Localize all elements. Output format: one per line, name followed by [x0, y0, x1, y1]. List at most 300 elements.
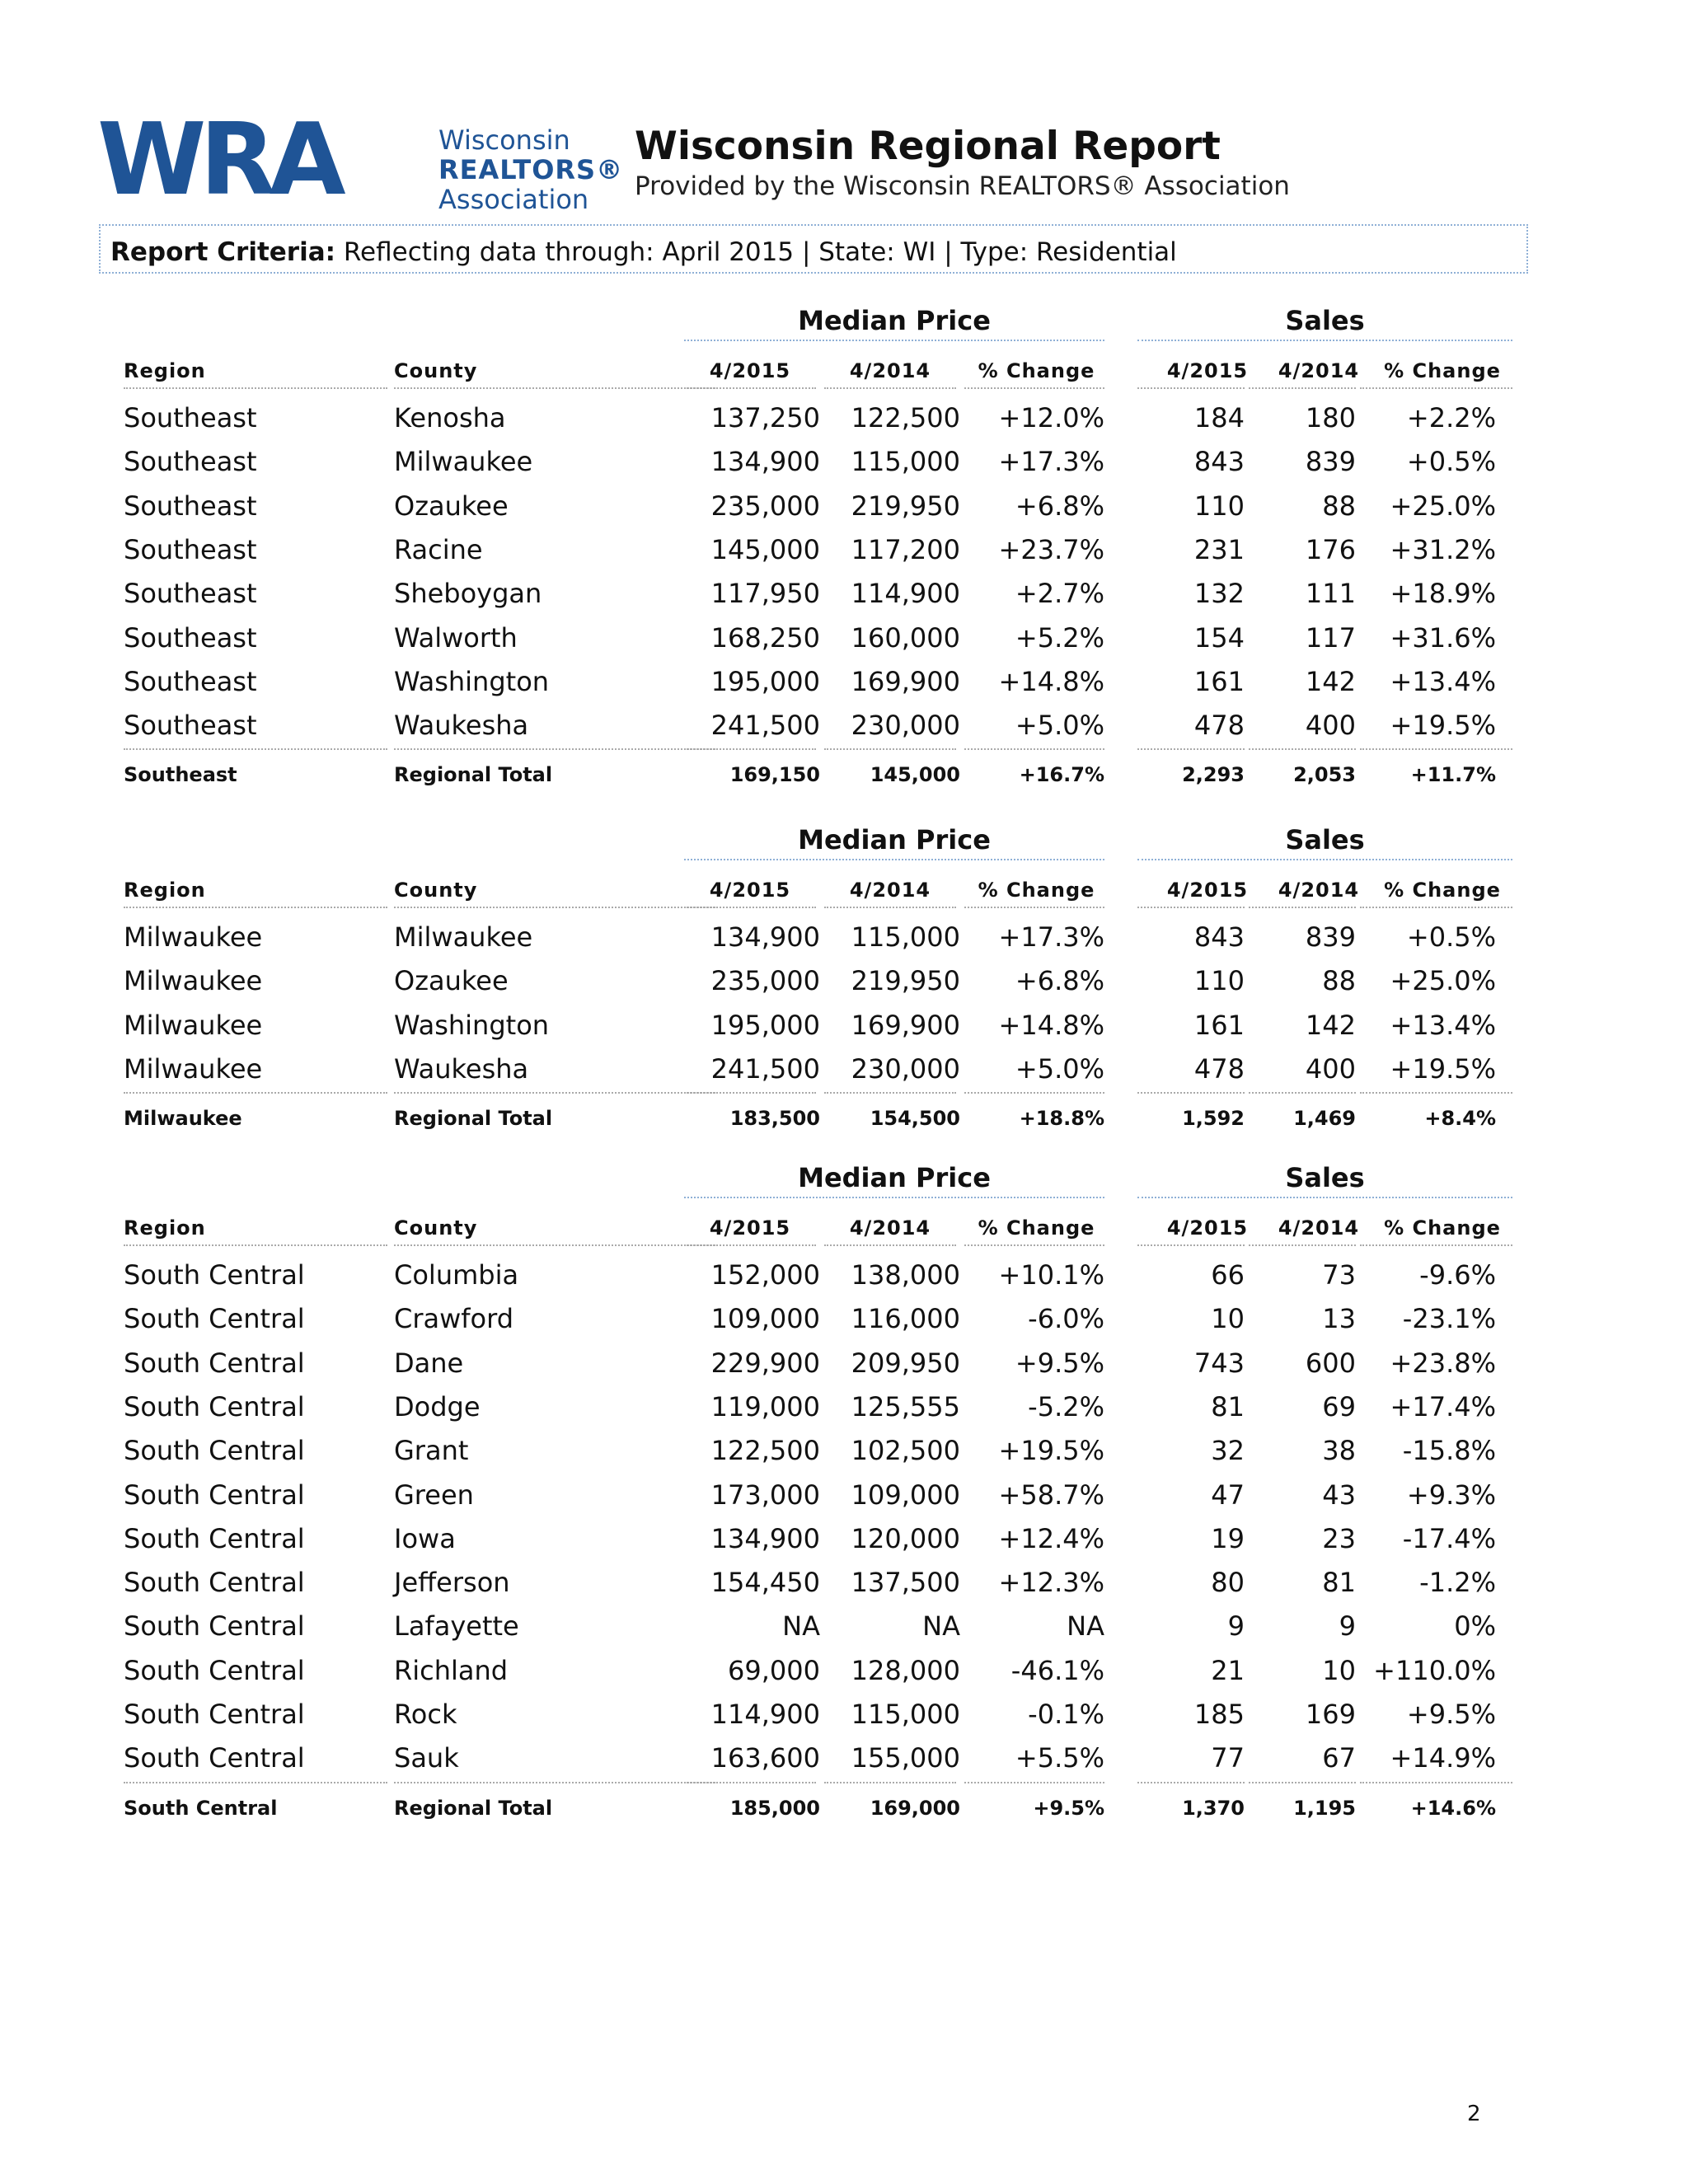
total-divider: [684, 1782, 816, 1783]
cell-p2014: 138,000: [851, 1259, 960, 1291]
total-divider: [1137, 1092, 1245, 1094]
cell-schg: +17.4%: [1390, 1390, 1496, 1422]
cell-s2015: 77: [1211, 1742, 1245, 1774]
cell-p2015: 168,250: [710, 621, 820, 654]
table-row: [124, 1692, 1525, 1736]
cell-pchg: +6.8%: [1015, 965, 1104, 997]
table-row: [124, 1385, 1525, 1429]
cell-p2014: 125,555: [851, 1390, 960, 1422]
cell-schg: +14.9%: [1390, 1742, 1496, 1774]
cell-pchg: +58.7%: [998, 1479, 1104, 1511]
cell-pchg: +17.3%: [998, 921, 1104, 953]
cell-region: Southeast: [124, 710, 257, 742]
cell-s2015: 743: [1193, 1347, 1245, 1379]
header-underline: [394, 387, 715, 389]
group-header-sales: Sales: [1285, 305, 1365, 336]
total-cell-pchg: +18.8%: [1019, 1107, 1104, 1131]
cell-schg: -9.6%: [1419, 1259, 1496, 1291]
cell-s2014: 111: [1305, 578, 1356, 610]
table-row: [124, 1253, 1525, 1297]
cell-schg: -15.8%: [1402, 1435, 1496, 1467]
total-divider: [1137, 748, 1245, 750]
cell-county: Dodge: [394, 1390, 481, 1422]
cell-p2015: 241,500: [710, 1052, 820, 1085]
criteria-label: Report Criteria:: [110, 237, 336, 267]
table-row: [124, 1560, 1525, 1605]
cell-s2015: 843: [1193, 921, 1245, 953]
cell-s2014: 839: [1305, 446, 1356, 478]
cell-pchg: +12.4%: [998, 1522, 1104, 1554]
total-divider: [1137, 1782, 1245, 1783]
cell-county: Columbia: [394, 1259, 519, 1291]
cell-county: Walworth: [394, 621, 518, 654]
cell-region: Milwaukee: [124, 921, 263, 953]
column-header-county: County: [394, 879, 478, 902]
column-header-s2014: 4/2014: [1278, 879, 1360, 902]
total-cell-p2014: 154,500: [870, 1107, 960, 1131]
total-divider: [1249, 1782, 1356, 1783]
cell-p2015: 235,000: [710, 965, 820, 997]
cell-schg: -1.2%: [1419, 1567, 1496, 1599]
cell-pchg: +17.3%: [998, 446, 1104, 478]
cell-s2014: 400: [1305, 710, 1356, 742]
cell-county: Crawford: [394, 1303, 514, 1335]
table-row: [124, 915, 1525, 959]
total-divider: [824, 1782, 956, 1783]
cell-county: Richland: [394, 1654, 509, 1686]
logo-line-wisconsin: Wisconsin: [438, 124, 570, 156]
cell-pchg: +5.0%: [1015, 710, 1104, 742]
cell-p2014: 169,900: [851, 665, 960, 697]
header-underline: [394, 1244, 715, 1246]
cell-s2015: 10: [1211, 1303, 1245, 1335]
table-row: [124, 439, 1525, 484]
header-underline: [1360, 907, 1512, 908]
cell-pchg: NA: [1067, 1610, 1104, 1643]
cell-s2014: 180: [1305, 402, 1356, 434]
column-header-s2015: 4/2015: [1166, 1216, 1249, 1240]
cell-p2015: 134,900: [710, 1522, 820, 1554]
cell-county: Ozaukee: [394, 490, 509, 522]
total-cell-county: Regional Total: [394, 1796, 553, 1820]
column-header-p2014: 4/2014: [849, 1216, 931, 1240]
total-divider: [824, 1092, 956, 1094]
cell-region: Southeast: [124, 665, 257, 697]
cell-region: Milwaukee: [124, 1009, 263, 1041]
column-header-pchg: % Change: [978, 1216, 1095, 1240]
cell-p2015: 119,000: [710, 1390, 820, 1422]
cell-s2015: 185: [1193, 1699, 1245, 1730]
cell-s2015: 110: [1193, 490, 1245, 522]
cell-schg: +13.4%: [1390, 665, 1496, 697]
cell-p2015: 117,950: [710, 578, 820, 610]
total-cell-county: Regional Total: [394, 763, 553, 787]
cell-s2014: 117: [1305, 621, 1356, 654]
total-divider: [1360, 1782, 1512, 1783]
column-header-p2015: 4/2015: [709, 359, 791, 382]
group-underline: [684, 340, 1104, 341]
table-row: [124, 484, 1525, 528]
cell-p2015: 163,600: [710, 1742, 820, 1774]
total-cell-s2014: 1,469: [1293, 1107, 1356, 1131]
regional-total-row: [124, 757, 1525, 801]
cell-s2015: 184: [1193, 402, 1245, 434]
cell-region: South Central: [124, 1742, 305, 1774]
column-header-s2015: 4/2015: [1166, 359, 1249, 382]
table-row: [124, 527, 1525, 572]
column-header-s2014: 4/2014: [1278, 1216, 1360, 1240]
total-divider: [1360, 748, 1512, 750]
cell-s2015: 9: [1227, 1610, 1245, 1643]
header-underline: [124, 907, 387, 908]
group-header-median-price: Median Price: [798, 305, 991, 336]
cell-p2014: 128,000: [851, 1654, 960, 1686]
total-divider: [684, 1092, 816, 1094]
cell-region: Milwaukee: [124, 965, 263, 997]
cell-p2015: 134,900: [710, 921, 820, 953]
cell-county: Ozaukee: [394, 965, 509, 997]
cell-county: Lafayette: [394, 1610, 519, 1643]
cell-schg: +31.2%: [1390, 533, 1496, 565]
table-row: [124, 659, 1525, 704]
cell-s2015: 19: [1211, 1522, 1245, 1554]
total-cell-region: Southeast: [124, 763, 237, 787]
total-cell-schg: +11.7%: [1410, 763, 1496, 787]
column-header-pchg: % Change: [978, 879, 1095, 902]
total-cell-s2015: 2,293: [1182, 763, 1245, 787]
total-divider: [394, 1092, 715, 1094]
cell-pchg: -5.2%: [1028, 1390, 1104, 1422]
cell-s2015: 161: [1193, 665, 1245, 697]
cell-region: South Central: [124, 1390, 305, 1422]
table-row: [124, 1428, 1525, 1473]
cell-p2014: 109,000: [851, 1479, 960, 1511]
table-row: [124, 1604, 1525, 1648]
total-cell-p2014: 145,000: [870, 763, 960, 787]
cell-s2014: 38: [1322, 1435, 1356, 1467]
cell-schg: +31.6%: [1390, 621, 1496, 654]
cell-s2014: 13: [1322, 1303, 1356, 1335]
total-cell-schg: +8.4%: [1424, 1107, 1496, 1131]
cell-p2014: NA: [922, 1610, 960, 1643]
cell-region: Southeast: [124, 621, 257, 654]
cell-schg: +23.8%: [1390, 1347, 1496, 1379]
group-underline: [1137, 859, 1512, 860]
total-cell-pchg: +16.7%: [1019, 763, 1104, 787]
cell-pchg: +12.0%: [998, 402, 1104, 434]
cell-pchg: +5.5%: [1015, 1742, 1104, 1774]
cell-region: South Central: [124, 1479, 305, 1511]
cell-p2015: 195,000: [710, 1009, 820, 1041]
cell-schg: -23.1%: [1402, 1303, 1496, 1335]
cell-s2014: 10: [1322, 1654, 1356, 1686]
cell-pchg: -6.0%: [1028, 1303, 1104, 1335]
cell-schg: +0.5%: [1406, 446, 1496, 478]
cell-schg: +9.5%: [1406, 1699, 1496, 1730]
cell-schg: +19.5%: [1390, 1052, 1496, 1085]
cell-p2015: 235,000: [710, 490, 820, 522]
cell-schg: 0%: [1454, 1610, 1496, 1643]
cell-p2014: 230,000: [851, 1052, 960, 1085]
cell-schg: -17.4%: [1402, 1522, 1496, 1554]
cell-county: Milwaukee: [394, 921, 533, 953]
column-header-county: County: [394, 359, 478, 382]
cell-schg: +0.5%: [1406, 921, 1496, 953]
cell-region: Southeast: [124, 402, 257, 434]
cell-region: South Central: [124, 1347, 305, 1379]
cell-region: South Central: [124, 1522, 305, 1554]
cell-schg: +13.4%: [1390, 1009, 1496, 1041]
header-underline: [824, 907, 956, 908]
cell-p2014: 102,500: [851, 1435, 960, 1467]
cell-p2015: 195,000: [710, 665, 820, 697]
cell-s2014: 88: [1322, 965, 1356, 997]
logo-text: [438, 125, 623, 214]
cell-region: South Central: [124, 1567, 305, 1599]
cell-p2015: 145,000: [710, 533, 820, 565]
cell-s2014: 73: [1322, 1259, 1356, 1291]
total-divider: [964, 748, 1104, 750]
cell-pchg: +14.8%: [998, 665, 1104, 697]
cell-p2015: 154,450: [710, 1567, 820, 1599]
cell-s2015: 66: [1211, 1259, 1245, 1291]
cell-region: South Central: [124, 1699, 305, 1730]
header-underline: [824, 387, 956, 389]
total-divider: [394, 1782, 715, 1783]
total-divider: [824, 748, 956, 750]
cell-p2015: 134,900: [710, 446, 820, 478]
cell-p2014: 120,000: [851, 1522, 960, 1554]
cell-p2014: 122,500: [851, 402, 960, 434]
cell-pchg: +23.7%: [998, 533, 1104, 565]
report-criteria: [99, 224, 1528, 274]
header-underline: [124, 387, 387, 389]
total-cell-s2015: 1,370: [1182, 1796, 1245, 1820]
cell-region: Southeast: [124, 490, 257, 522]
group-underline: [1137, 340, 1512, 341]
cell-p2014: 230,000: [851, 710, 960, 742]
table-row: [124, 616, 1525, 660]
header-underline: [1360, 387, 1512, 389]
header-underline: [824, 1244, 956, 1246]
header-underline: [1249, 1244, 1356, 1246]
cell-schg: +19.5%: [1390, 710, 1496, 742]
cell-county: Dane: [394, 1347, 464, 1379]
total-cell-p2015: 185,000: [729, 1796, 820, 1820]
column-header-schg: % Change: [1384, 1216, 1501, 1240]
cell-region: Southeast: [124, 533, 257, 565]
cell-s2015: 81: [1211, 1390, 1245, 1422]
column-header-region: Region: [124, 359, 206, 382]
header-underline: [1137, 1244, 1245, 1246]
cell-s2015: 161: [1193, 1009, 1245, 1041]
cell-county: Racine: [394, 533, 483, 565]
cell-s2015: 478: [1193, 1052, 1245, 1085]
cell-region: Milwaukee: [124, 1052, 263, 1085]
header-underline: [1249, 907, 1356, 908]
cell-s2014: 23: [1322, 1522, 1356, 1554]
cell-p2014: 115,000: [851, 1699, 960, 1730]
cell-schg: +2.2%: [1406, 402, 1496, 434]
cell-schg: +25.0%: [1390, 965, 1496, 997]
cell-s2014: 88: [1322, 490, 1356, 522]
cell-s2014: 169: [1305, 1699, 1356, 1730]
header-underline: [964, 1244, 1104, 1246]
cell-schg: +25.0%: [1390, 490, 1496, 522]
total-cell-p2014: 169,000: [870, 1796, 960, 1820]
total-cell-region: South Central: [124, 1796, 278, 1820]
total-cell-county: Regional Total: [394, 1107, 553, 1131]
cell-pchg: +2.7%: [1015, 578, 1104, 610]
table-row: [124, 1648, 1525, 1693]
total-divider: [124, 1092, 387, 1094]
total-divider: [1360, 1092, 1512, 1094]
cell-p2014: 115,000: [851, 921, 960, 953]
cell-p2015: 173,000: [710, 1479, 820, 1511]
cell-schg: +9.3%: [1406, 1479, 1496, 1511]
cell-s2015: 32: [1211, 1435, 1245, 1467]
cell-pchg: +9.5%: [1015, 1347, 1104, 1379]
header-underline: [684, 1244, 816, 1246]
cell-s2014: 600: [1305, 1347, 1356, 1379]
cell-county: Waukesha: [394, 1052, 529, 1085]
cell-s2015: 21: [1211, 1654, 1245, 1686]
column-header-schg: % Change: [1384, 359, 1501, 382]
total-divider: [964, 1782, 1104, 1783]
cell-pchg: +19.5%: [998, 1435, 1104, 1467]
column-header-p2015: 4/2015: [709, 879, 791, 902]
total-divider: [394, 748, 715, 750]
header-underline: [964, 387, 1104, 389]
header-underline: [1360, 1244, 1512, 1246]
page-number: 2: [1467, 2102, 1481, 2126]
page-title: Wisconsin Regional Report: [635, 124, 1221, 169]
cell-p2014: 169,900: [851, 1009, 960, 1041]
table-row: [124, 1736, 1525, 1780]
cell-p2015: 69,000: [728, 1654, 820, 1686]
header-underline: [964, 907, 1104, 908]
column-header-p2015: 4/2015: [709, 1216, 791, 1240]
group-header-median-price: Median Price: [798, 824, 991, 855]
cell-p2014: 116,000: [851, 1303, 960, 1335]
cell-s2015: 132: [1193, 578, 1245, 610]
cell-p2014: 155,000: [851, 1742, 960, 1774]
cell-s2014: 67: [1322, 1742, 1356, 1774]
cell-p2014: 115,000: [851, 446, 960, 478]
total-divider: [1249, 748, 1356, 750]
column-header-county: County: [394, 1216, 478, 1240]
column-header-schg: % Change: [1384, 879, 1501, 902]
cell-s2014: 839: [1305, 921, 1356, 953]
logo-line-realtors: REALTORS®: [438, 154, 624, 185]
cell-s2014: 43: [1322, 1479, 1356, 1511]
cell-p2014: 117,200: [851, 533, 960, 565]
column-header-p2014: 4/2014: [849, 359, 931, 382]
total-divider: [124, 1782, 387, 1783]
group-header-sales: Sales: [1285, 824, 1365, 855]
cell-p2015: 137,250: [710, 402, 820, 434]
total-divider: [124, 748, 387, 750]
cell-s2015: 80: [1211, 1567, 1245, 1599]
cell-s2015: 231: [1193, 533, 1245, 565]
cell-p2015: NA: [782, 1610, 820, 1643]
regional-total-row: [124, 1100, 1525, 1145]
cell-p2014: 160,000: [851, 621, 960, 654]
cell-region: Southeast: [124, 578, 257, 610]
cell-p2014: 137,500: [851, 1567, 960, 1599]
group-header-median-price: Median Price: [798, 1162, 991, 1193]
cell-s2015: 154: [1193, 621, 1245, 654]
page-subtitle: Provided by the Wisconsin REALTORS® Association: [635, 171, 1290, 201]
cell-p2014: 209,950: [851, 1347, 960, 1379]
cell-pchg: -46.1%: [1010, 1654, 1104, 1686]
criteria-text: Reflecting data through: April 2015 | State: WI | Type: Residential: [343, 237, 1177, 267]
cell-pchg: +5.2%: [1015, 621, 1104, 654]
total-divider: [1249, 1092, 1356, 1094]
regional-total-row: [124, 1790, 1525, 1835]
cell-county: Iowa: [394, 1522, 456, 1554]
cell-county: Jefferson: [394, 1567, 510, 1599]
column-header-s2014: 4/2014: [1278, 359, 1360, 382]
table-row: [124, 396, 1525, 440]
cell-schg: +110.0%: [1373, 1654, 1496, 1686]
cell-p2015: 122,500: [710, 1435, 820, 1467]
cell-pchg: +5.0%: [1015, 1052, 1104, 1085]
cell-s2014: 69: [1322, 1390, 1356, 1422]
total-divider: [684, 748, 816, 750]
table-row: [124, 703, 1525, 748]
cell-s2015: 47: [1211, 1479, 1245, 1511]
cell-county: Washington: [394, 665, 550, 697]
cell-pchg: +6.8%: [1015, 490, 1104, 522]
total-cell-region: Milwaukee: [124, 1107, 242, 1131]
cell-pchg: +14.8%: [998, 1009, 1104, 1041]
total-cell-p2015: 183,500: [729, 1107, 820, 1131]
cell-county: Sauk: [394, 1742, 459, 1774]
header-underline: [684, 387, 816, 389]
cell-p2014: 219,950: [851, 490, 960, 522]
header-underline: [1249, 387, 1356, 389]
table-row: [124, 1473, 1525, 1517]
cell-county: Grant: [394, 1435, 469, 1467]
cell-pchg: -0.1%: [1028, 1699, 1104, 1730]
column-header-region: Region: [124, 1216, 206, 1240]
cell-county: Rock: [394, 1699, 457, 1730]
cell-s2014: 176: [1305, 533, 1356, 565]
logo-line-association: Association: [438, 184, 589, 215]
cell-region: South Central: [124, 1654, 305, 1686]
header-underline: [1137, 907, 1245, 908]
total-cell-s2014: 1,195: [1293, 1796, 1356, 1820]
cell-county: Sheboygan: [394, 578, 542, 610]
cell-p2014: 114,900: [851, 578, 960, 610]
cell-county: Milwaukee: [394, 446, 533, 478]
table-row: [124, 571, 1525, 616]
cell-s2014: 142: [1305, 665, 1356, 697]
table-row: [124, 1003, 1525, 1047]
header-underline: [684, 907, 816, 908]
column-header-region: Region: [124, 879, 206, 902]
group-underline: [684, 1197, 1104, 1198]
cell-pchg: +12.3%: [998, 1567, 1104, 1599]
table-row: [124, 1296, 1525, 1341]
cell-p2015: 109,000: [710, 1303, 820, 1335]
group-underline: [684, 859, 1104, 860]
cell-p2015: 241,500: [710, 710, 820, 742]
logo-wordmark: WRA: [97, 115, 340, 206]
house-lines-icon: [357, 165, 439, 185]
cell-county: Green: [394, 1479, 474, 1511]
